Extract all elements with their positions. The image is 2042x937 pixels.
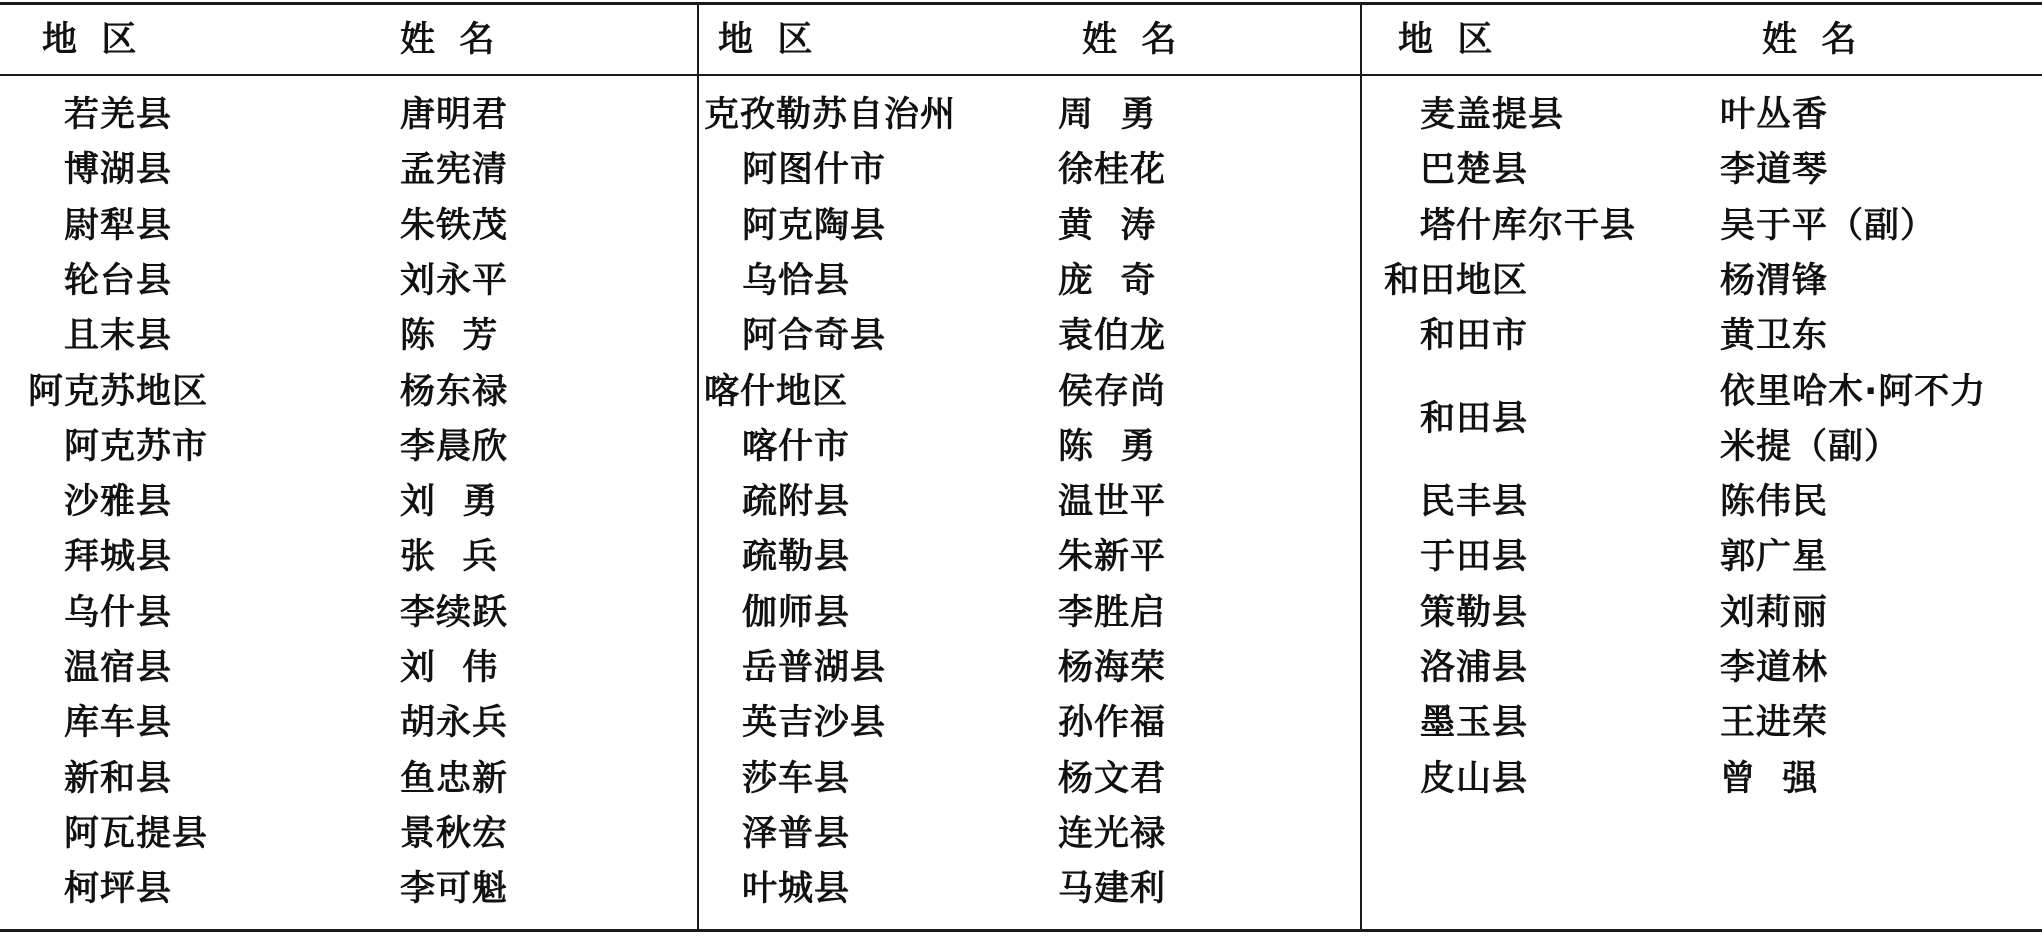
region-cell: 阿克陶县: [742, 205, 887, 246]
header-name-1: 姓 名: [400, 20, 495, 60]
region-cell: 乌恰县: [742, 260, 851, 301]
region-cell: 阿合奇县: [742, 316, 887, 357]
column-divider-1: [697, 2, 699, 932]
region-cell: 泽普县: [742, 813, 851, 854]
region-cell: 且末县: [64, 316, 173, 357]
region-cell: 皮山县: [1420, 758, 1529, 799]
name-cell: 孟宪清: [400, 150, 509, 191]
name-cell: 连光禄: [1058, 813, 1167, 854]
header-region-1: 地 区: [42, 20, 137, 60]
name-cell: 杨文君: [1058, 758, 1167, 799]
name-cell: 温世平: [1058, 482, 1167, 523]
name-cell: 周 勇: [1058, 95, 1157, 135]
region-cell: 叶城县: [742, 869, 851, 910]
name-cell: 吴于平（副）: [1720, 205, 1937, 246]
name-cell: 朱新平: [1058, 537, 1167, 578]
name-cell: 孙作福: [1058, 703, 1167, 744]
name-cell: 曾 强: [1720, 758, 1819, 799]
region-cell: 新和县: [64, 758, 173, 799]
name-cell: 马建利: [1058, 869, 1167, 910]
name-cell: 陈伟民: [1720, 482, 1829, 523]
region-cell: 和田县: [1420, 399, 1529, 440]
region-cell: 喀什市: [742, 426, 851, 467]
name-cell: 王进荣: [1720, 703, 1829, 744]
name-cell: 朱铁茂: [400, 205, 509, 246]
name-cell: 张 兵: [400, 537, 499, 578]
region-cell: 疏勒县: [742, 537, 851, 578]
column-divider-2: [1360, 2, 1362, 932]
name-cell: 徐桂花: [1058, 150, 1167, 191]
region-cell: 尉犁县: [64, 205, 173, 246]
region-cell: 阿瓦提县: [64, 813, 209, 854]
header-name-2: 姓 名: [1082, 20, 1177, 60]
name-cell: 郭广星: [1720, 537, 1829, 578]
name-cell: 陈 勇: [1058, 426, 1157, 467]
region-cell: 民丰县: [1420, 482, 1529, 523]
region-cell: 于田县: [1420, 537, 1529, 578]
region-cell: 麦盖提县: [1420, 95, 1565, 135]
region-cell: 乌什县: [64, 592, 173, 633]
region-cell: 巴楚县: [1420, 150, 1529, 191]
header-name-3: 姓 名: [1762, 20, 1857, 60]
name-cell: 胡永兵: [400, 703, 509, 744]
name-cell: 杨东禄: [400, 371, 509, 412]
region-cell: 疏附县: [742, 482, 851, 523]
region-cell: 温宿县: [64, 648, 173, 688]
name-cell: 黄 涛: [1058, 205, 1157, 246]
header-region-3: 地 区: [1398, 20, 1493, 60]
region-cell: 墨玉县: [1420, 703, 1529, 744]
name-cell: 唐明君: [400, 95, 509, 135]
name-cell: 陈 芳: [400, 316, 499, 357]
name-cell: 袁伯龙: [1058, 316, 1167, 357]
region-cell: 库车县: [64, 703, 173, 744]
region-cell: 若羌县: [64, 95, 173, 135]
name-cell: 景秋宏: [400, 813, 509, 854]
region-cell: 喀什地区: [704, 371, 849, 412]
region-cell: 伽师县: [742, 592, 851, 633]
header-rule: [0, 74, 2042, 76]
region-cell: 策勒县: [1420, 592, 1529, 633]
bottom-rule: [0, 929, 2042, 932]
region-cell: 阿图什市: [742, 150, 887, 191]
name-cell: 叶丛香: [1720, 95, 1829, 135]
name-cell: 李胜启: [1058, 592, 1167, 633]
name-cell: 刘 伟: [400, 648, 499, 688]
name-cell: 庞 奇: [1058, 260, 1157, 301]
name-cell: 鱼忠新: [400, 758, 509, 799]
region-cell: 英吉沙县: [742, 703, 887, 744]
name-cell: 刘永平: [400, 260, 509, 301]
name-cell: 依里哈木·阿不力: [1720, 371, 1987, 412]
name-cell: 黄卫东: [1720, 316, 1829, 357]
name-cell: 李道林: [1720, 648, 1829, 688]
top-rule: [0, 2, 2042, 5]
header-region-2: 地 区: [718, 20, 813, 60]
name-cell: 李晨欣: [400, 426, 509, 467]
region-cell: 和田市: [1420, 316, 1529, 357]
name-cell: 刘莉丽: [1720, 592, 1829, 633]
name-cell-continued: 米提（副）: [1720, 426, 1901, 467]
region-cell: 轮台县: [64, 260, 173, 301]
region-cell: 岳普湖县: [742, 648, 887, 688]
region-cell: 和田地区: [1384, 260, 1529, 301]
region-cell: 洛浦县: [1420, 648, 1529, 688]
name-cell: 侯存尚: [1058, 371, 1167, 412]
region-cell: 莎车县: [742, 758, 851, 799]
region-cell: 沙雅县: [64, 482, 173, 523]
name-cell: 李续跃: [400, 592, 509, 633]
region-cell: 柯坪县: [64, 869, 173, 910]
name-cell: 杨海荣: [1058, 648, 1167, 688]
region-cell: 克孜勒苏自治州: [704, 95, 957, 135]
region-cell: 阿克苏地区: [28, 371, 209, 412]
name-cell: 李道琴: [1720, 150, 1829, 191]
region-cell: 拜城县: [64, 537, 173, 578]
name-cell: 李可魁: [400, 869, 509, 910]
region-cell: 阿克苏市: [64, 426, 209, 467]
name-cell: 刘 勇: [400, 482, 499, 523]
name-cell: 杨渭锋: [1720, 260, 1829, 301]
region-cell: 塔什库尔干县: [1420, 205, 1637, 246]
region-cell: 博湖县: [64, 150, 173, 191]
